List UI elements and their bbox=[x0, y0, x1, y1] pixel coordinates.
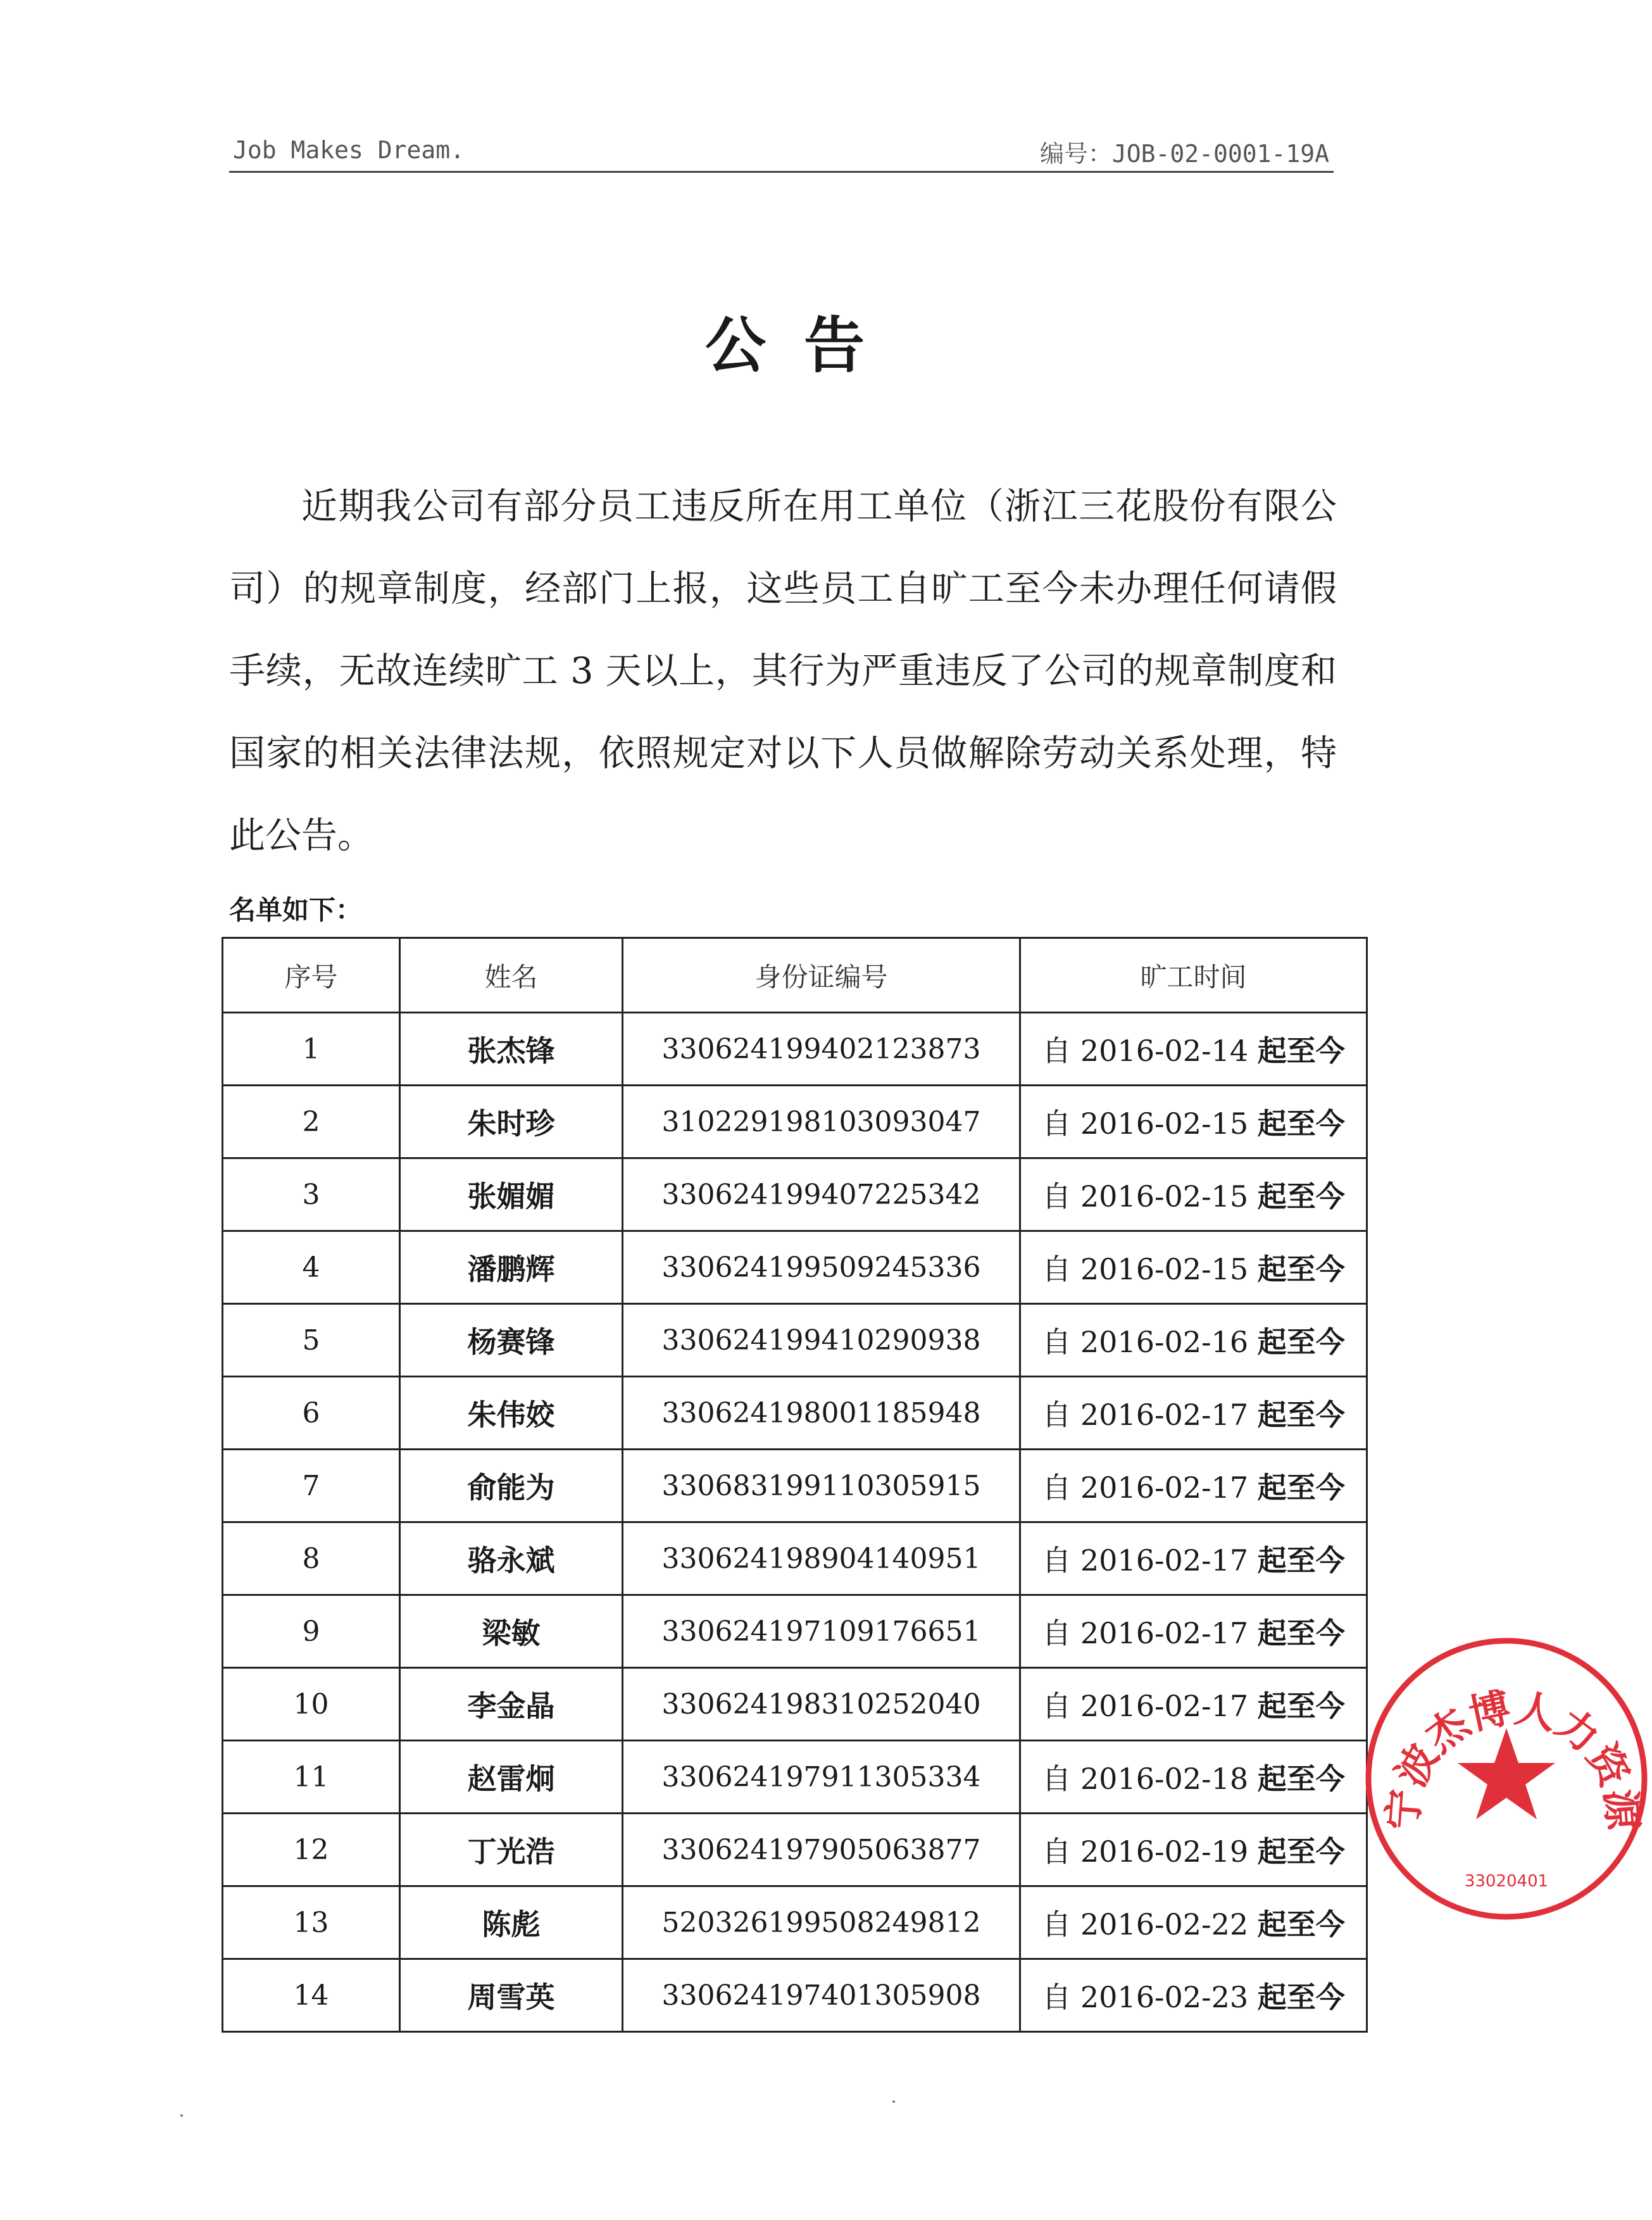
table-row bbox=[223, 1522, 1367, 1595]
column-header-no: 序号 bbox=[223, 938, 400, 1013]
table-header-row bbox=[223, 938, 1367, 1013]
absence-period bbox=[1020, 1304, 1367, 1377]
absence-period bbox=[1020, 1086, 1367, 1158]
table-row bbox=[223, 1886, 1367, 1959]
list-label: 名单如下： bbox=[229, 894, 363, 925]
absence-period bbox=[1020, 1377, 1367, 1450]
row-number: 6 bbox=[223, 1377, 400, 1450]
date-suffix: 起至今 bbox=[1257, 1616, 1345, 1650]
table-row bbox=[223, 1450, 1367, 1522]
column-header-absence: 旷工时间 bbox=[1020, 938, 1367, 1013]
row-number: 13 bbox=[223, 1886, 400, 1959]
absence-start-date: 2016-02-17 bbox=[1080, 1616, 1249, 1650]
absence-period bbox=[1020, 1741, 1367, 1814]
document-number: 编号：JOB-02-0001-19A bbox=[1039, 140, 1329, 168]
row-number: 3 bbox=[223, 1158, 400, 1231]
date-prefix: 自 bbox=[1042, 1325, 1072, 1359]
employee-name: 梁敏 bbox=[400, 1595, 623, 1668]
employee-name: 朱时珍 bbox=[400, 1086, 623, 1158]
table-row bbox=[223, 1814, 1367, 1886]
column-header-id: 身份证编号 bbox=[623, 938, 1020, 1013]
date-prefix: 自 bbox=[1042, 1471, 1072, 1505]
row-number: 7 bbox=[223, 1450, 400, 1522]
employee-name: 李金晶 bbox=[400, 1668, 623, 1741]
employee-name: 骆永斌 bbox=[400, 1522, 623, 1595]
table-row bbox=[223, 1377, 1367, 1450]
table-row bbox=[223, 1086, 1367, 1158]
absence-start-date: 2016-02-17 bbox=[1080, 1543, 1249, 1577]
date-suffix: 起至今 bbox=[1257, 1689, 1345, 1723]
row-number: 5 bbox=[223, 1304, 400, 1377]
absence-start-date: 2016-02-23 bbox=[1080, 1980, 1249, 2014]
table-row bbox=[223, 1668, 1367, 1741]
absence-period bbox=[1020, 1450, 1367, 1522]
employee-name: 陈彪 bbox=[400, 1886, 623, 1959]
date-prefix: 自 bbox=[1042, 1762, 1072, 1796]
date-suffix: 起至今 bbox=[1257, 1107, 1345, 1141]
absence-period bbox=[1020, 1522, 1367, 1595]
company-seal bbox=[1361, 1633, 1652, 1924]
scan-speck bbox=[892, 2100, 895, 2103]
date-suffix: 起至今 bbox=[1257, 1325, 1345, 1359]
id-number: 330624199509245336 bbox=[623, 1231, 1020, 1304]
employee-name: 张媚媚 bbox=[400, 1158, 623, 1231]
table-row bbox=[223, 1013, 1367, 1086]
employee-name: 周雪英 bbox=[400, 1959, 623, 2032]
employee-name: 朱伟姣 bbox=[400, 1377, 623, 1450]
header-divider bbox=[229, 171, 1334, 173]
date-prefix: 自 bbox=[1042, 1616, 1072, 1650]
id-number: 330624199402123873 bbox=[623, 1013, 1020, 1086]
seal-text: 宁波杰博人力资源 bbox=[1380, 1684, 1646, 1832]
date-suffix: 起至今 bbox=[1257, 1834, 1345, 1869]
employee-name: 丁光浩 bbox=[400, 1814, 623, 1886]
table-row bbox=[223, 1959, 1367, 2032]
header-motto: Job Makes Dream. bbox=[233, 136, 465, 164]
date-suffix: 起至今 bbox=[1257, 1980, 1345, 2014]
date-prefix: 自 bbox=[1042, 1398, 1072, 1432]
row-number: 14 bbox=[223, 1959, 400, 2032]
absence-period bbox=[1020, 1595, 1367, 1668]
table-row bbox=[223, 1741, 1367, 1814]
date-suffix: 起至今 bbox=[1257, 1762, 1345, 1796]
row-number: 12 bbox=[223, 1814, 400, 1886]
row-number: 10 bbox=[223, 1668, 400, 1741]
date-prefix: 自 bbox=[1042, 1834, 1072, 1869]
date-prefix: 自 bbox=[1042, 1543, 1072, 1577]
absence-period bbox=[1020, 1013, 1367, 1086]
row-number: 4 bbox=[223, 1231, 400, 1304]
scan-speck bbox=[180, 2114, 183, 2117]
date-prefix: 自 bbox=[1042, 1034, 1072, 1068]
id-number: 330624199410290938 bbox=[623, 1304, 1020, 1377]
id-number: 330624198310252040 bbox=[623, 1668, 1020, 1741]
column-header-name: 姓名 bbox=[400, 938, 623, 1013]
id-number: 330624197905063877 bbox=[623, 1814, 1020, 1886]
dismissal-table bbox=[222, 937, 1368, 2033]
date-suffix: 起至今 bbox=[1257, 1398, 1345, 1432]
id-number: 310229198103093047 bbox=[623, 1086, 1020, 1158]
absence-start-date: 2016-02-22 bbox=[1080, 1907, 1249, 1941]
date-suffix: 起至今 bbox=[1257, 1034, 1345, 1068]
date-prefix: 自 bbox=[1042, 1907, 1072, 1941]
absence-period bbox=[1020, 1158, 1367, 1231]
absence-period bbox=[1020, 1886, 1367, 1959]
absence-period bbox=[1020, 1668, 1367, 1741]
absence-start-date: 2016-02-15 bbox=[1080, 1179, 1249, 1213]
row-number: 11 bbox=[223, 1741, 400, 1814]
date-prefix: 自 bbox=[1042, 1179, 1072, 1213]
date-prefix: 自 bbox=[1042, 1252, 1072, 1286]
absence-start-date: 2016-02-16 bbox=[1080, 1325, 1249, 1359]
table-row bbox=[223, 1304, 1367, 1377]
id-number: 330624198904140951 bbox=[623, 1522, 1020, 1595]
absence-start-date: 2016-02-15 bbox=[1080, 1107, 1249, 1141]
employee-name: 赵雷炯 bbox=[400, 1741, 623, 1814]
table-row bbox=[223, 1231, 1367, 1304]
absence-start-date: 2016-02-15 bbox=[1080, 1252, 1249, 1286]
id-number: 330624197109176651 bbox=[623, 1595, 1020, 1668]
table-row bbox=[223, 1158, 1367, 1231]
employee-name: 张杰锋 bbox=[400, 1013, 623, 1086]
absence-period bbox=[1020, 1231, 1367, 1304]
absence-start-date: 2016-02-19 bbox=[1080, 1834, 1249, 1869]
table-row bbox=[223, 1595, 1367, 1668]
date-prefix: 自 bbox=[1042, 1689, 1072, 1723]
seal-number: 33020401 bbox=[1464, 1872, 1549, 1891]
date-suffix: 起至今 bbox=[1257, 1252, 1345, 1286]
absence-start-date: 2016-02-17 bbox=[1080, 1398, 1249, 1432]
row-number: 9 bbox=[223, 1595, 400, 1668]
id-number: 330624199407225342 bbox=[623, 1158, 1020, 1231]
row-number: 2 bbox=[223, 1086, 400, 1158]
absence-start-date: 2016-02-18 bbox=[1080, 1762, 1249, 1796]
id-number: 330624198001185948 bbox=[623, 1377, 1020, 1450]
id-number: 330624197911305334 bbox=[623, 1741, 1020, 1814]
employee-name: 俞能为 bbox=[400, 1450, 623, 1522]
date-prefix: 自 bbox=[1042, 1107, 1072, 1141]
absence-start-date: 2016-02-17 bbox=[1080, 1471, 1249, 1505]
row-number: 1 bbox=[223, 1013, 400, 1086]
id-number: 330683199110305915 bbox=[623, 1450, 1020, 1522]
absence-start-date: 2016-02-17 bbox=[1080, 1689, 1249, 1723]
id-number: 520326199508249812 bbox=[623, 1886, 1020, 1959]
date-prefix: 自 bbox=[1042, 1980, 1072, 2014]
announcement-body: 近期我公司有部分员工违反所在用工单位（浙江三花股份有限公司）的规章制度，经部门上报，这些员工自旷工至今未办理任何请假手续，无故连续旷工 3 天以上，其行为严重违反了公司的规章制度和国家的相关法律法规，依照规定对以下人员做解除劳动关系处理，特此公告。 bbox=[229, 486, 1337, 856]
absence-period bbox=[1020, 1814, 1367, 1886]
absence-period bbox=[1020, 1959, 1367, 2032]
date-suffix: 起至今 bbox=[1257, 1179, 1345, 1213]
date-suffix: 起至今 bbox=[1257, 1907, 1345, 1941]
date-suffix: 起至今 bbox=[1257, 1471, 1345, 1505]
date-suffix: 起至今 bbox=[1257, 1543, 1345, 1577]
id-number: 330624197401305908 bbox=[623, 1959, 1020, 2032]
absence-start-date: 2016-02-14 bbox=[1080, 1034, 1249, 1068]
page-title: 公告 bbox=[705, 310, 903, 381]
employee-name: 杨赛锋 bbox=[400, 1304, 623, 1377]
employee-name: 潘鹏辉 bbox=[400, 1231, 623, 1304]
row-number: 8 bbox=[223, 1522, 400, 1595]
